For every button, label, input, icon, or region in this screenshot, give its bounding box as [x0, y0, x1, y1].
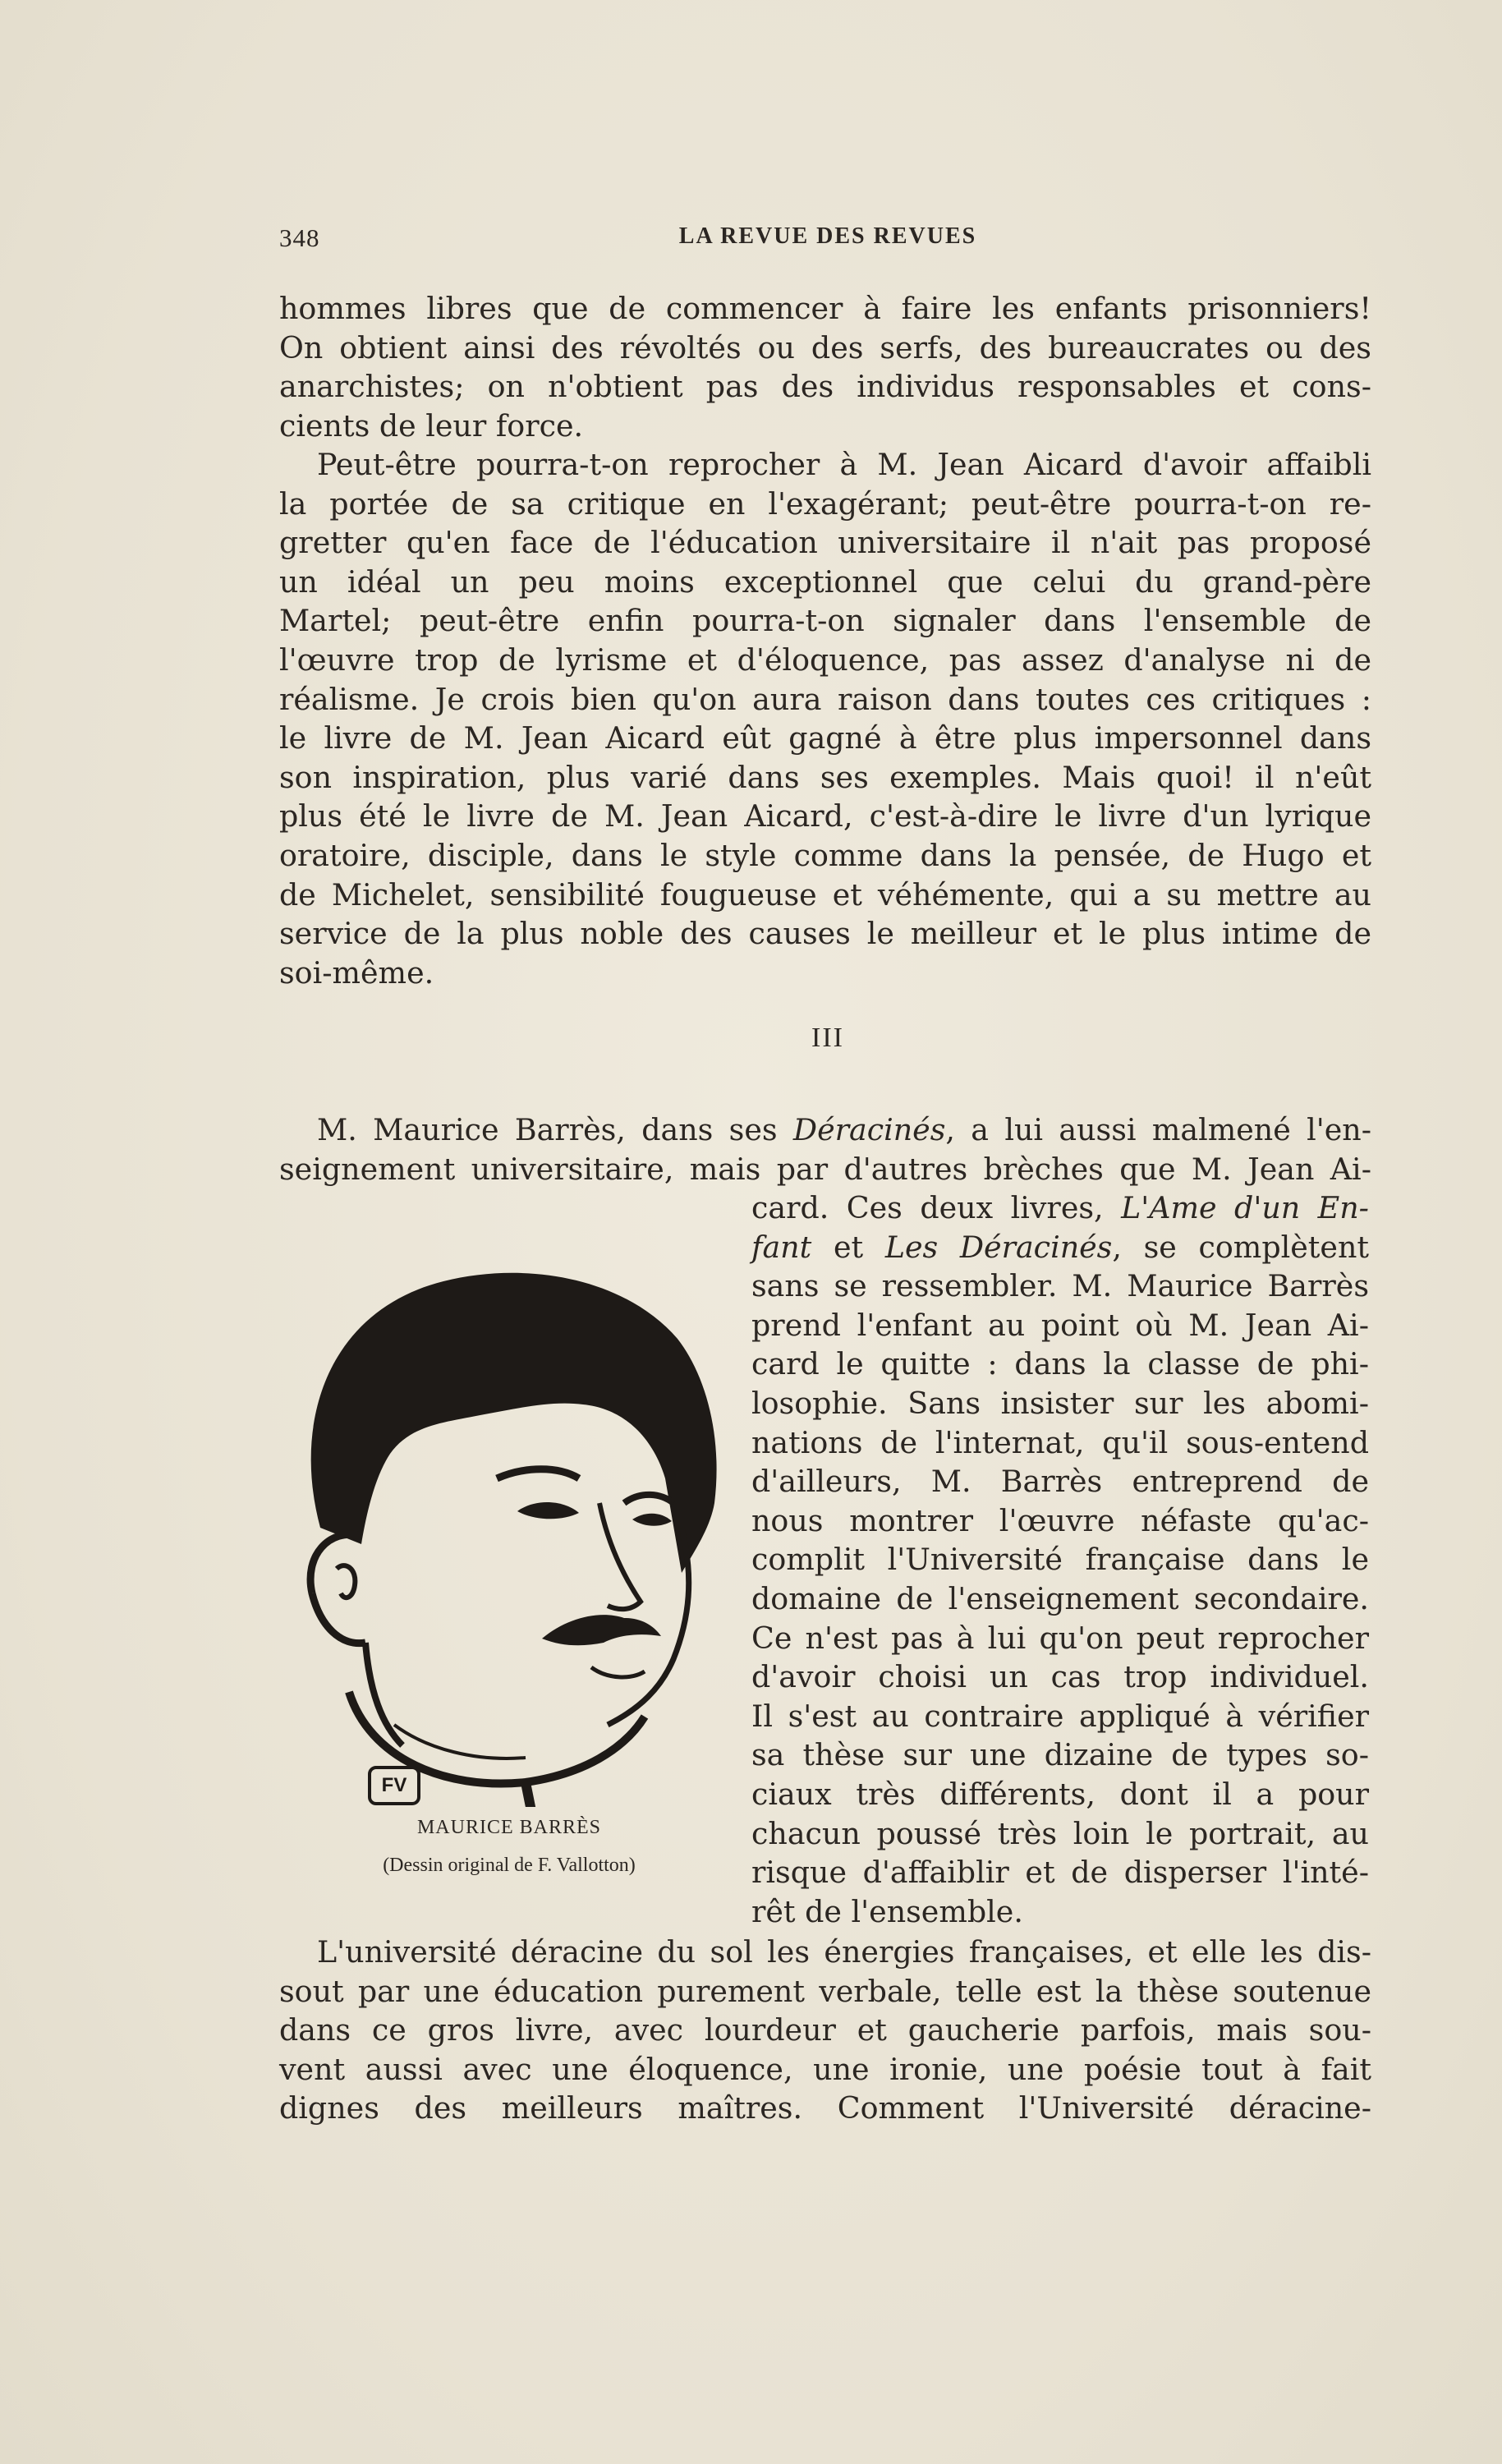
text-line: ciaux très différents, dont il a pour	[751, 1776, 1369, 1812]
text-line: complit l'Université française dans le	[751, 1542, 1369, 1578]
text-line: seignement universitaire, mais par d'autres brèches que M. Jean Ai-	[279, 1151, 1371, 1187]
text-line: cients de leur force.	[279, 407, 584, 444]
text-line: rêt de l'ensemble.	[751, 1893, 1023, 1929]
paragraph-3-column	[751, 1188, 1369, 1931]
text-line: hommes libres que de commencer à faire les enfants prisonniers!	[279, 291, 1371, 326]
book-title-ame-enfant-cont: fant	[751, 1229, 812, 1265]
text-line: Il s'est au contraire appliqué à vérifier	[751, 1698, 1369, 1734]
text-span: card. Ces deux livres,	[751, 1190, 1104, 1225]
text-line	[751, 1228, 1369, 1267]
text-line: Ce n'est pas à lui qu'on peut reprocher	[751, 1620, 1369, 1656]
text-line: card le quitte : dans la classe de phi-	[751, 1346, 1369, 1382]
book-title-les-deracines: Les Déracinés	[884, 1229, 1113, 1265]
text-line: la portée de sa critique en l'exagérant; peut-être pourra-t-on re-	[279, 485, 1371, 522]
text-line: On obtient ainsi des révoltés ou des serfs, des bureaucrates ou des	[279, 329, 1371, 365]
text-span: et	[833, 1229, 864, 1265]
text-line: prend l'enfant au point où M. Jean Ai-	[751, 1307, 1369, 1343]
portrait-illustration	[279, 1232, 739, 1807]
paragraph-2	[279, 445, 1371, 992]
text-line: dignes des meilleurs maîtres. Comment l'Université déracine-	[279, 2090, 1371, 2126]
text-line: l'œuvre trop de lyrisme et d'éloquence, pas assez d'analyse ni de	[279, 641, 1371, 678]
text-span: , se complètent	[1112, 1229, 1370, 1265]
figure-caption-name: MAURICE BARRÈS	[416, 1817, 602, 1838]
text-line: le livre de M. Jean Aicard eût gagné à être plus impersonnel dans	[279, 720, 1371, 756]
text-line: d'ailleurs, M. Barrès entreprend de	[751, 1464, 1369, 1500]
text-line: nations de l'internat, qu'il sous-entend	[751, 1424, 1369, 1460]
text-line: sout par une éducation purement verbale, telle est la thèse soutenue	[279, 1973, 1371, 2009]
text-line: chacun poussé très loin le portrait, au	[751, 1815, 1369, 1851]
text-line: Martel; peut-être enfin pourra-t-on signaler dans l'ensemble de	[279, 603, 1371, 639]
book-title-deracines: Déracinés	[792, 1112, 946, 1147]
text-line: réalisme. Je crois bien qu'on aura raison dans toutes ces critiques :	[279, 681, 1371, 717]
artist-monogram: FV	[368, 1766, 420, 1805]
page-header	[279, 223, 1376, 256]
text-line: Peut-être pourra-t-on reprocher à M. Jean Aicard d'avoir affaibli	[317, 447, 1371, 482]
text-line: nous montrer l'œuvre néfaste qu'ac-	[751, 1502, 1369, 1538]
text-line: sa thèse sur une dizaine de types so-	[751, 1737, 1369, 1773]
text-line: domaine de l'enseignement secondaire.	[751, 1580, 1369, 1616]
text-line	[751, 1188, 1369, 1228]
text-line: un idéal un peu moins exceptionnel que celui du grand-père	[279, 563, 1371, 600]
figure-caption-credit: (Dessin original de F. Vallotton)	[383, 1855, 636, 1876]
text-line	[279, 1110, 1371, 1150]
text-line: oratoire, disciple, dans le style comme dans la pensée, de Hugo et	[279, 837, 1371, 873]
text-line: soi-même.	[279, 954, 434, 991]
text-line: d'avoir choisi un cas trop individuel.	[751, 1659, 1369, 1695]
text-line: vent aussi avec une éloquence, une ironie, une poésie tout à fait	[279, 2051, 1371, 2087]
text-line: sans se ressembler. M. Maurice Barrès	[751, 1268, 1369, 1304]
section-number: III	[811, 1023, 844, 1053]
paragraph-4	[279, 1933, 1371, 2128]
text-line: de Michelet, sensibilité fougueuse et véhémente, qui a su mettre au	[279, 876, 1371, 913]
text-line: gretter qu'en face de l'éducation universitaire il n'ait pas proposé	[279, 525, 1371, 561]
text-span: M. Maurice Barrès, dans ses	[317, 1112, 793, 1147]
text-line: losophie. Sans insister sur les abomi-	[751, 1385, 1369, 1421]
text-line: dans ce gros livre, avec lourdeur et gaucherie parfois, mais sou-	[279, 2012, 1371, 2048]
running-title: LA REVUE DES REVUES	[678, 223, 977, 249]
text-line: service de la plus noble des causes le meilleur et le plus intime de	[279, 916, 1371, 952]
text-line: L'université déracine du sol les énergies françaises, et elle les dis-	[317, 1934, 1371, 1970]
paragraph-3-intro	[279, 1110, 1371, 1188]
text-line: son inspiration, plus varié dans ses exemples. Mais quoi! il n'eût	[279, 759, 1371, 795]
text-line: plus été le livre de M. Jean Aicard, c'est-à-dire le livre d'un lyrique	[279, 798, 1371, 834]
text-line: anarchistes; on n'obtient pas des individus responsables et cons-	[279, 369, 1371, 405]
text-line: risque d'affaiblir et de disperser l'inté-	[751, 1855, 1369, 1891]
book-title-ame-enfant: L'Ame d'un En-	[1121, 1190, 1369, 1225]
page-number: 348	[279, 223, 320, 252]
text-span: , a lui aussi malmené l'en-	[945, 1112, 1371, 1147]
paragraph-1	[279, 289, 1371, 445]
